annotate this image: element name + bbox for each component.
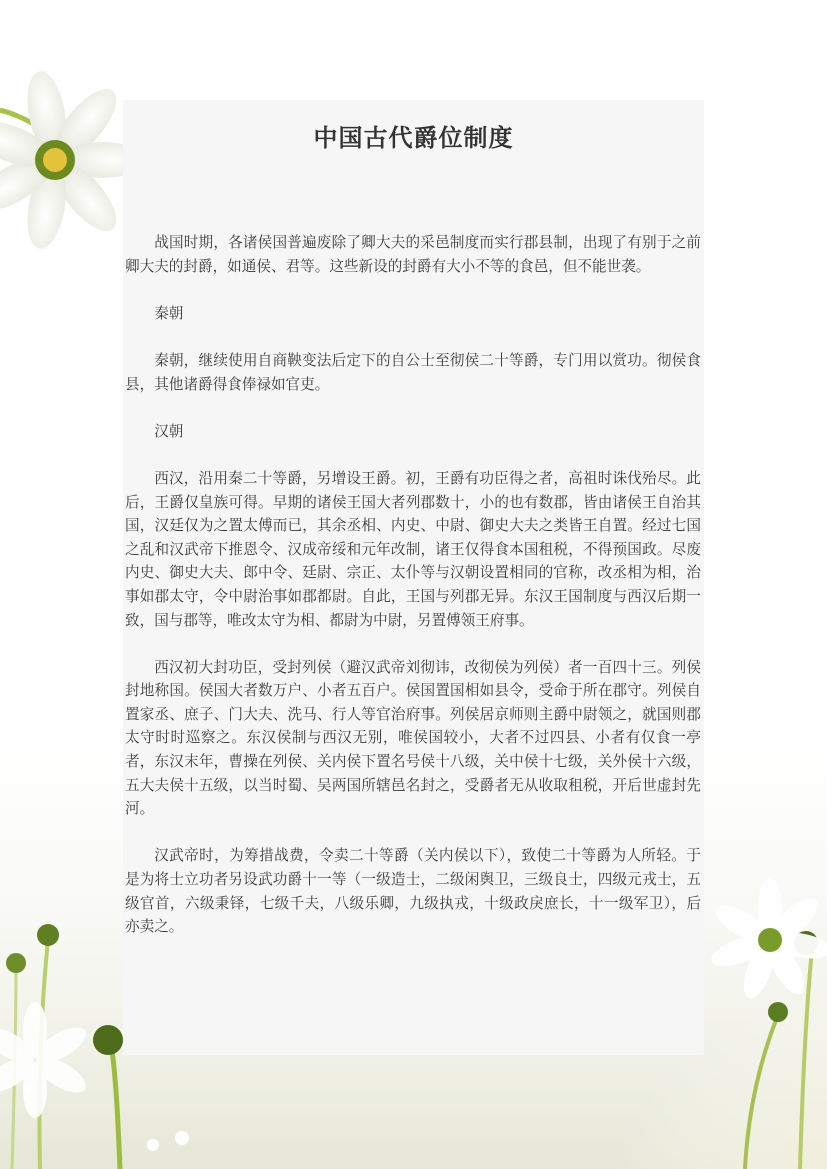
section-heading-qin: 秦朝 bbox=[154, 304, 184, 322]
section-heading-han: 汉朝 bbox=[154, 422, 184, 440]
document-page bbox=[123, 100, 704, 1055]
paragraph: 战国时期，各诸侯国普遍废除了卿大夫的采邑制度而实行郡县制，出现了有别于之前卿大夫的封爵，如通侯、君等。这些新设的封爵有大小不等的食邑，但不能世袭。 bbox=[125, 234, 701, 275]
paragraph: 汉武帝时，为筹措战费，令卖二十等爵（关内侯以下），致使二十等爵为人所轻。于是为将士立功者另设武功爵十一等（一级造士，二级闲舆卫，三级良士，四级元戎士，五级官首，六级秉铎，七级千夫，八级乐卿，九级执戎，十级政戾庶长，十一级军卫），后亦卖之。 bbox=[125, 847, 701, 936]
paragraph: 西汉初大封功臣，受封列侯（避汉武帝刘彻讳，改彻侯为列侯）者一百四十三。列侯封地称国。侯国大者数万户、小者五百户。侯国置国相如县令，受命于所在郡守。列侯自置家丞、庶子、门大夫、洗马、行人等官治府事。列侯居京师则主爵中尉领之，就国则郡太守时时巡察之。东汉侯制与西汉无别，唯侯国较小，大者不过四县、小者有仅食一亭者，东汉末年，曹操在列侯、关内侯下置名号侯十八级，关中侯十七级，关外侯十六级，五大夫侯十五级，以当时蜀、吴两国所辖邑名封之，受爵者无从收取租税，开后世虚封先河。 bbox=[125, 658, 701, 818]
document-title: 中国古代爵位制度 bbox=[313, 124, 514, 152]
paragraph: 秦朝，继续使用自商鞅变法后定下的自公士至彻侯二十等爵，专门用以赏功。彻侯食县，其他诸爵得食俸禄如官吏。 bbox=[125, 351, 701, 393]
paragraph: 西汉，沿用秦二十等爵，另增设王爵。初，王爵有功臣得之者，高祖时诛伐殆尽。此后，王爵仅皇族可得。早期的诸侯王国大者列郡数十，小的也有数郡，皆由诸侯王自治其国，汉廷仅为之置太傅而已，其余丞相、内史、中尉、御史大夫之类皆王自置。经过七国之乱和汉武帝下推恩令、汉成帝绥和元年改制，诸王仅得食本国租税，不得预国政。尽废内史、御史大夫、郎中令、廷尉、宗正、太仆等与汉朝设置相同的官称，改丞相为相，治事如郡太守，令中尉治事如郡都尉。自此，王国与列郡无异。东汉王国制度与西汉后期一致，国与郡等，唯改太守为相、都尉为中尉，另置傅领王府事。 bbox=[125, 469, 701, 629]
document-body bbox=[125, 231, 701, 962]
